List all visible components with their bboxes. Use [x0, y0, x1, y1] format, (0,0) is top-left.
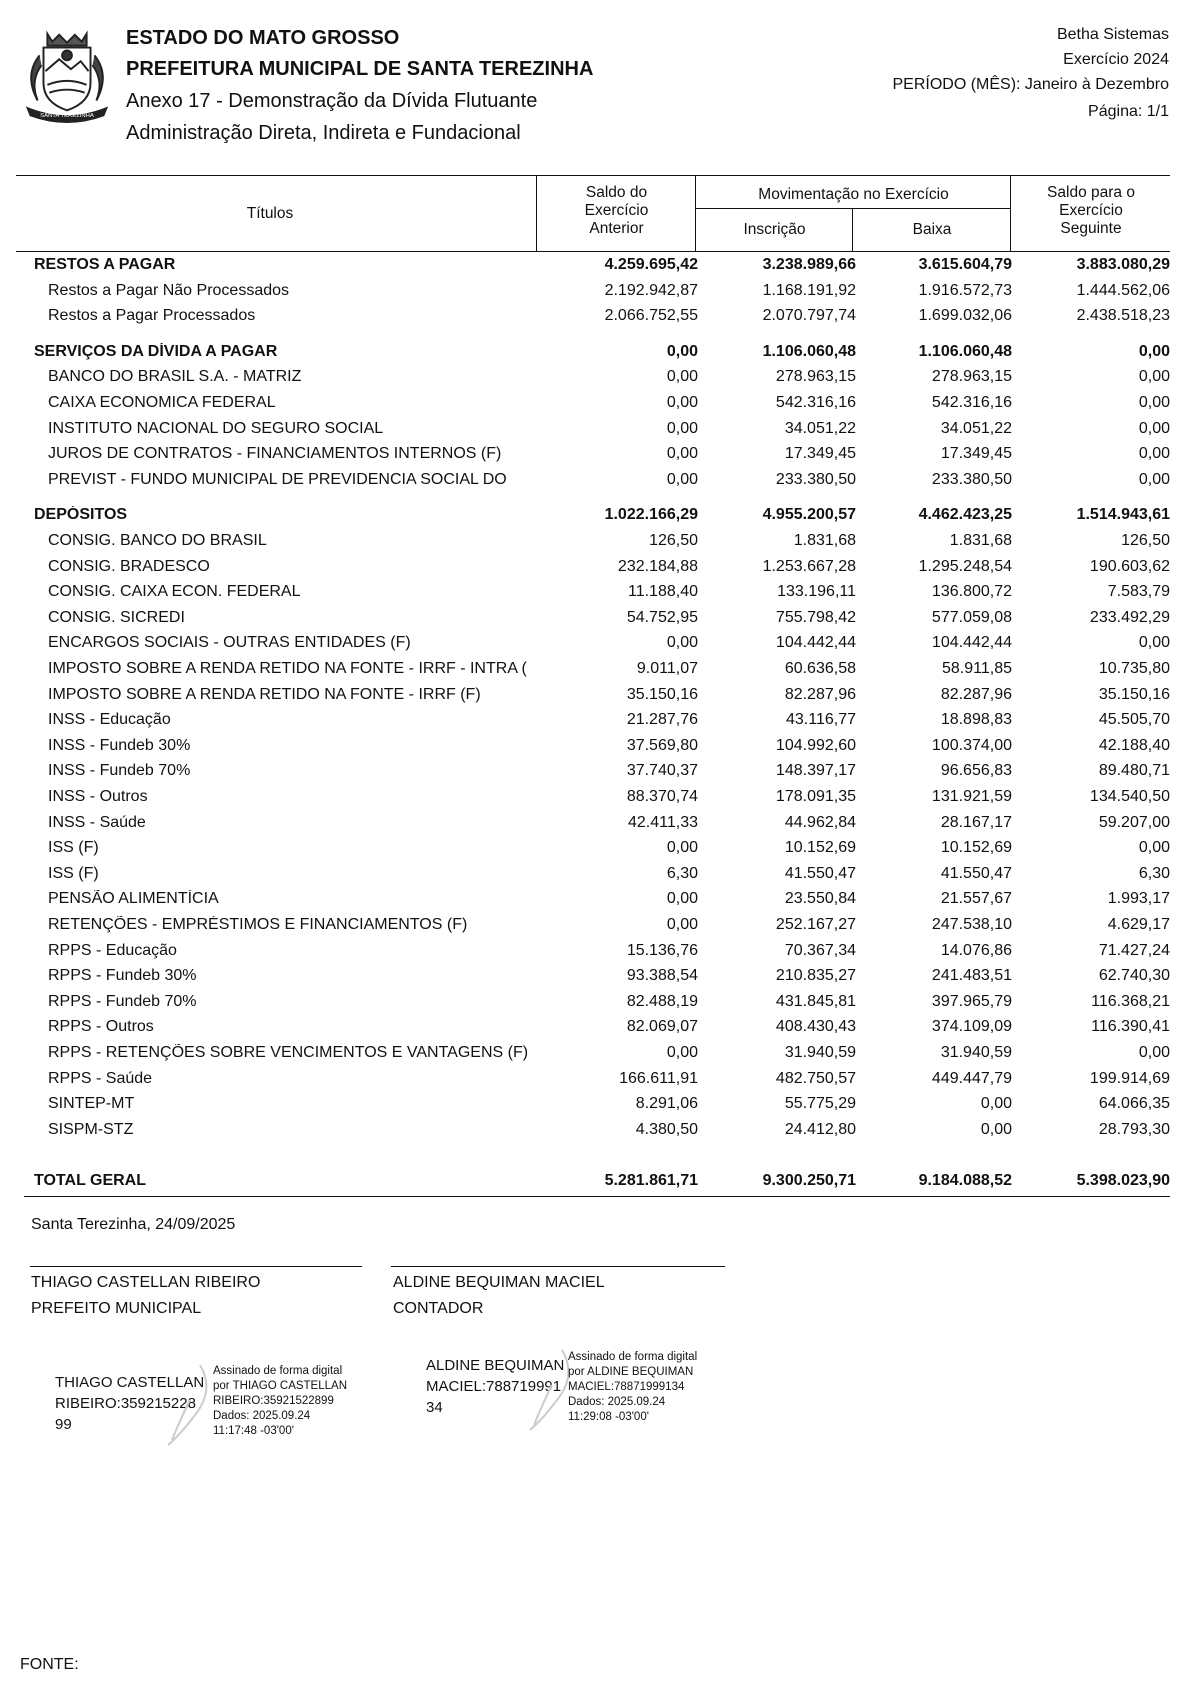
- row-next-balance: 116.390,41: [1091, 1018, 1170, 1036]
- table-row: [0, 609, 1191, 634]
- row-next-balance: 10.735,80: [1098, 660, 1170, 677]
- row-next-balance: 7.583,79: [1107, 583, 1170, 601]
- table-row: [0, 1095, 1191, 1120]
- row-title: CAIXA ECONOMICA FEDERAL: [48, 394, 276, 411]
- row-write-off: 247.538,10: [931, 916, 1012, 933]
- row-inscription: 233.380,50: [775, 470, 856, 488]
- table-row: [0, 282, 1191, 307]
- row-write-off: 96.656,83: [940, 762, 1012, 780]
- row-next-balance: 35.150,16: [1098, 685, 1170, 703]
- row-prev-balance: 166.611,91: [619, 1069, 698, 1087]
- row-prev-balance: 0,00: [666, 1044, 698, 1061]
- row-write-off: 542.316,16: [931, 394, 1012, 411]
- row-title: RPPS - RETENÇÕES SOBRE VENCIMENTOS E VANTAGENS (F): [48, 1044, 529, 1061]
- row-inscription: 278.963,15: [775, 368, 856, 386]
- row-write-off: 104.442,44: [931, 634, 1012, 652]
- row-next-balance: 0,00: [1138, 445, 1170, 463]
- table-row: [0, 711, 1191, 736]
- table-row: [0, 558, 1191, 583]
- row-inscription: 148.397,17: [775, 762, 856, 780]
- row-inscription: 1.106.060,48: [762, 342, 856, 360]
- row-inscription: 210.835,27: [775, 967, 856, 985]
- row-next-balance: 126,50: [1121, 532, 1170, 549]
- row-title: ISS (F): [48, 864, 99, 882]
- row-write-off: 21.557,67: [940, 890, 1012, 908]
- row-prev-balance: 9.011,07: [636, 660, 698, 677]
- row-write-off: 17.349,45: [940, 445, 1012, 463]
- row-inscription: 31.940,59: [784, 1044, 856, 1061]
- row-next-balance: 2.438.518,23: [1076, 307, 1170, 325]
- table-row: [0, 788, 1191, 813]
- table-row: [0, 471, 1191, 496]
- table-row: [0, 420, 1191, 445]
- table-row: [0, 686, 1191, 711]
- row-title: INSS - Outros: [48, 788, 148, 805]
- signature-line-2: [391, 1266, 725, 1267]
- row-prev-balance: 2.192.942,87: [604, 281, 698, 299]
- row-prev-balance: 21.287,76: [626, 711, 698, 729]
- table-row: [0, 1044, 1191, 1069]
- row-title: CONSIG. CAIXA ECON. FEDERAL: [48, 583, 301, 601]
- total-next-balance: 5.398.023,90: [1076, 1172, 1170, 1189]
- row-title: ENCARGOS SOCIAIS - OUTRAS ENTIDADES (F): [48, 634, 411, 652]
- row-next-balance: 64.066,35: [1098, 1095, 1170, 1113]
- row-next-balance: 0,00: [1138, 470, 1170, 488]
- table-row: [0, 916, 1191, 941]
- system-name: Betha Sistemas: [1056, 26, 1169, 43]
- row-write-off: 374.109,09: [931, 1018, 1012, 1036]
- row-inscription: 4.955.200,57: [762, 506, 856, 524]
- row-inscription: 408.430,43: [775, 1018, 856, 1036]
- row-title: IMPOSTO SOBRE A RENDA RETIDO NA FONTE - IRRF (F): [48, 685, 481, 703]
- table-row: [0, 737, 1191, 762]
- digital-signature-1-info: Assinado de forma digital por THIAGO CASTELLAN RIBEIRO:35921522899 Dados: 2025.09.24 11:17:48 -03'00': [213, 1365, 347, 1437]
- total-prev-balance: 5.281.861,71: [604, 1172, 698, 1189]
- table-row: [0, 890, 1191, 915]
- signature-line-1: [30, 1266, 362, 1267]
- row-prev-balance: 0,00: [666, 368, 698, 386]
- row-inscription: 2.070.797,74: [762, 307, 856, 325]
- table-row: [0, 839, 1191, 864]
- row-prev-balance: 0,00: [666, 634, 698, 652]
- row-prev-balance: 54.752,95: [626, 608, 698, 626]
- table-row: [0, 942, 1191, 967]
- row-write-off: 0,00: [980, 1120, 1012, 1138]
- row-next-balance: 0,00: [1138, 634, 1170, 652]
- row-write-off: 1.699.032,06: [918, 307, 1012, 325]
- row-prev-balance: 0,00: [666, 890, 698, 908]
- row-prev-balance: 11.188,40: [628, 583, 698, 601]
- row-title: RPPS - Saúde: [48, 1069, 153, 1087]
- page-number: Página: 1/1: [1088, 103, 1169, 120]
- row-next-balance: 28.793,30: [1098, 1120, 1170, 1138]
- digital-signature-2-info: Assinado de forma digital por ALDINE BEQUIMAN MACIEL:78871999134 Dados: 2025.09.24 11:29:08 -03'00': [568, 1351, 698, 1423]
- row-write-off: 278.963,15: [931, 368, 1012, 386]
- row-title: RPPS - Fundeb 70%: [48, 992, 197, 1010]
- row-inscription: 60.636,58: [784, 660, 856, 677]
- row-prev-balance: 126,50: [649, 532, 698, 549]
- col-prev-balance-line2: Exercício: [584, 202, 649, 219]
- row-inscription: 43.116,77: [786, 711, 856, 729]
- exercise-year: Exercício 2024: [1063, 51, 1169, 68]
- row-write-off: 3.615.604,79: [918, 256, 1012, 273]
- row-write-off: 577.059,08: [931, 608, 1012, 626]
- table-row: [0, 993, 1191, 1018]
- row-inscription: 104.442,44: [775, 634, 856, 652]
- row-next-balance: 1.444.562,06: [1076, 281, 1170, 299]
- row-inscription: 1.168.191,92: [762, 281, 856, 299]
- table-row: [0, 660, 1191, 685]
- row-inscription: 755.798,42: [775, 608, 856, 626]
- row-inscription: 70.367,34: [784, 941, 856, 959]
- row-inscription: 44.962,84: [784, 813, 856, 831]
- row-title: RETENÇÕES - EMPRÉSTIMOS E FINANCIAMENTOS (F): [48, 916, 468, 933]
- row-inscription: 1.831,68: [793, 532, 856, 549]
- row-next-balance: 1.993,17: [1107, 890, 1170, 908]
- row-inscription: 34.051,22: [784, 419, 856, 437]
- row-inscription: 542.316,16: [775, 394, 856, 411]
- row-write-off: 10.152,69: [940, 839, 1012, 857]
- period-label: PERÍODO (MÊS): Janeiro à Dezembro: [892, 76, 1169, 93]
- digital-signature-1-name: THIAGO CASTELLAN RIBEIRO:359215228 99: [55, 1374, 205, 1433]
- row-prev-balance: 0,00: [666, 419, 698, 437]
- row-title: CONSIG. BANCO DO BRASIL: [48, 532, 267, 549]
- annex-title: Anexo 17 - Demonstração da Dívida Flutuante: [126, 90, 538, 112]
- row-next-balance: 3.883.080,29: [1076, 256, 1170, 273]
- row-next-balance: 0,00: [1138, 839, 1170, 857]
- row-title: RPPS - Outros: [48, 1018, 154, 1036]
- row-next-balance: 233.492,29: [1089, 608, 1170, 626]
- row-write-off: 233.380,50: [931, 470, 1012, 488]
- row-next-balance: 89.480,71: [1098, 762, 1170, 780]
- signer2-role: CONTADOR: [393, 1300, 484, 1317]
- table-row: [0, 307, 1191, 332]
- row-prev-balance: 42.411,33: [628, 813, 698, 831]
- row-next-balance: 6,30: [1138, 864, 1170, 882]
- row-next-balance: 0,00: [1138, 394, 1170, 411]
- row-title: BANCO DO BRASIL S.A. - MATRIZ: [48, 368, 302, 386]
- table-row: [0, 1121, 1191, 1146]
- row-prev-balance: 0,00: [666, 342, 698, 360]
- row-title: INSS - Educação: [48, 711, 171, 729]
- col-inscription-header: Inscrição: [743, 221, 806, 238]
- table-row: [0, 1018, 1191, 1043]
- total-write-off: 9.184.088,52: [918, 1172, 1012, 1189]
- row-inscription: 3.238.989,66: [762, 256, 856, 273]
- row-prev-balance: 0,00: [666, 470, 698, 488]
- row-write-off: 131.921,59: [931, 788, 1012, 805]
- row-next-balance: 45.505,70: [1098, 711, 1170, 729]
- table-row: [0, 1070, 1191, 1095]
- row-title: RESTOS A PAGAR: [34, 256, 176, 273]
- row-title: INSS - Fundeb 70%: [48, 762, 191, 780]
- row-title: SINTEP-MT: [48, 1095, 135, 1113]
- row-write-off: 28.167,17: [940, 813, 1012, 831]
- row-inscription: 104.992,60: [775, 736, 856, 754]
- row-write-off: 1.916.572,73: [918, 281, 1012, 299]
- row-next-balance: 1.514.943,61: [1076, 506, 1170, 524]
- table-row: [0, 445, 1191, 470]
- table-row: [0, 814, 1191, 839]
- row-next-balance: 134.540,50: [1089, 788, 1170, 805]
- row-inscription: 23.550,84: [784, 890, 856, 908]
- row-write-off: 1.295.248,54: [918, 557, 1012, 575]
- row-prev-balance: 37.740,37: [626, 762, 698, 780]
- svg-text:SANTA TEREZINHA: SANTA TEREZINHA: [40, 113, 94, 120]
- row-title: INSS - Saúde: [48, 813, 146, 831]
- row-write-off: 136.800,72: [931, 583, 1012, 601]
- row-prev-balance: 37.569,80: [626, 736, 698, 754]
- row-prev-balance: 82.069,07: [626, 1018, 698, 1036]
- table-row: [0, 394, 1191, 419]
- row-next-balance: 42.188,40: [1098, 736, 1170, 754]
- row-inscription: 482.750,57: [775, 1069, 856, 1087]
- row-next-balance: 62.740,30: [1098, 967, 1170, 985]
- row-title: RPPS - Educação: [48, 941, 177, 959]
- table-row: [0, 967, 1191, 992]
- row-write-off: 41.550,47: [940, 864, 1012, 882]
- row-prev-balance: 35.150,16: [626, 685, 698, 703]
- row-prev-balance: 0,00: [666, 394, 698, 411]
- col-prev-balance-line1: Saldo do: [585, 184, 648, 201]
- total-bottom-rule: [24, 1196, 1170, 1197]
- row-prev-balance: 82.488,19: [626, 992, 698, 1010]
- row-prev-balance: 0,00: [666, 445, 698, 463]
- row-inscription: 17.349,45: [784, 445, 856, 463]
- state-title: ESTADO DO MATO GROSSO: [126, 27, 400, 49]
- row-prev-balance: 8.291,06: [635, 1095, 698, 1113]
- row-inscription: 55.775,29: [784, 1095, 856, 1113]
- administration-subtitle: Administração Direta, Indireta e Fundacional: [126, 122, 521, 144]
- row-inscription: 10.152,69: [784, 839, 856, 857]
- city-hall-title: PREFEITURA MUNICIPAL DE SANTA TEREZINHA: [126, 58, 594, 80]
- row-title: INSTITUTO NACIONAL DO SEGURO SOCIAL: [48, 419, 384, 437]
- row-prev-balance: 1.022.166,29: [604, 506, 698, 524]
- row-next-balance: 190.603,62: [1089, 557, 1170, 575]
- row-title: INSS - Fundeb 30%: [48, 736, 191, 754]
- table-row: [0, 634, 1191, 659]
- row-next-balance: 71.427,24: [1098, 941, 1170, 959]
- row-write-off: 18.898,83: [940, 711, 1012, 729]
- col-next-balance-line2: Exercício: [1059, 202, 1123, 219]
- row-title: JUROS DE CONTRATOS - FINANCIAMENTOS INTERNOS (F): [48, 445, 502, 463]
- row-inscription: 41.550,47: [784, 864, 856, 882]
- digital-signature-1-mark-icon: [160, 1360, 220, 1450]
- row-prev-balance: 232.184,88: [617, 557, 698, 575]
- col-movement-header: Movimentação no Exercício: [758, 186, 949, 203]
- row-inscription: 1.253.667,28: [762, 557, 856, 575]
- table-row: [0, 762, 1191, 787]
- row-title: Restos a Pagar Processados: [48, 307, 256, 325]
- row-prev-balance: 0,00: [666, 916, 698, 933]
- col-next-balance-line1: Saldo para o: [1047, 184, 1135, 201]
- row-title: DEPÓSITOS: [34, 506, 128, 524]
- row-write-off: 4.462.423,25: [918, 506, 1012, 524]
- col-prev-balance-line3: Anterior: [589, 220, 644, 237]
- row-write-off: 0,00: [980, 1095, 1012, 1113]
- row-title: CONSIG. BRADESCO: [48, 557, 210, 575]
- row-title: ISS (F): [48, 839, 99, 857]
- row-prev-balance: 0,00: [666, 839, 698, 857]
- row-write-off: 14.076,86: [940, 941, 1012, 959]
- row-write-off: 100.374,00: [931, 736, 1012, 754]
- table-row: [0, 583, 1191, 608]
- col-titles-header: Títulos: [246, 205, 294, 222]
- row-title: RPPS - Fundeb 30%: [48, 967, 197, 985]
- row-prev-balance: 4.380,50: [635, 1120, 698, 1138]
- row-next-balance: 116.368,21: [1091, 992, 1170, 1010]
- row-inscription: 252.167,27: [775, 916, 856, 933]
- table-row: [0, 865, 1191, 890]
- row-write-off: 241.483,51: [931, 967, 1012, 985]
- group-row: [0, 343, 1191, 368]
- row-title: IMPOSTO SOBRE A RENDA RETIDO NA FONTE - IRRF - INTRA (: [48, 660, 527, 677]
- col-next-balance-line3: Seguinte: [1060, 220, 1122, 237]
- row-next-balance: 0,00: [1138, 342, 1170, 360]
- row-next-balance: 0,00: [1138, 1044, 1170, 1061]
- row-title: Restos a Pagar Não Processados: [48, 281, 290, 299]
- row-write-off: 31.940,59: [940, 1044, 1012, 1061]
- row-write-off: 34.051,22: [940, 419, 1012, 437]
- row-next-balance: 199.914,69: [1089, 1069, 1170, 1087]
- source-label: FONTE:: [20, 1656, 79, 1673]
- row-inscription: 133.196,11: [777, 583, 856, 601]
- col-write-off-header: Baixa: [912, 221, 952, 238]
- total-row: [0, 1172, 1191, 1197]
- row-title: CONSIG. SICREDI: [48, 608, 185, 626]
- row-next-balance: 0,00: [1138, 368, 1170, 386]
- table-row: [0, 532, 1191, 557]
- row-inscription: 431.845,81: [775, 992, 856, 1010]
- row-prev-balance: 4.259.695,42: [604, 256, 698, 273]
- row-next-balance: 59.207,00: [1098, 813, 1170, 831]
- row-write-off: 58.911,85: [942, 660, 1012, 677]
- row-write-off: 449.447,79: [931, 1069, 1012, 1087]
- row-title: SISPM-STZ: [48, 1120, 134, 1138]
- row-prev-balance: 15.136,76: [626, 941, 698, 959]
- row-write-off: 1.831,68: [949, 532, 1012, 549]
- digital-signature-2-name: ALDINE BEQUIMAN MACIEL:788719991 34: [426, 1357, 565, 1416]
- row-write-off: 397.965,79: [931, 992, 1012, 1010]
- row-title: PENSÃO ALIMENTÍCIA: [48, 890, 219, 908]
- row-title: PREVIST - FUNDO MUNICIPAL DE PREVIDENCIA SOCIAL DO: [48, 470, 507, 488]
- row-prev-balance: 93.388,54: [626, 967, 698, 985]
- signer1-name: THIAGO CASTELLAN RIBEIRO: [31, 1274, 261, 1291]
- row-next-balance: 0,00: [1138, 419, 1170, 437]
- table-row: [0, 368, 1191, 393]
- row-prev-balance: 6,30: [666, 864, 698, 882]
- row-inscription: 24.412,80: [784, 1120, 856, 1138]
- total-inscription: 9.300.250,71: [762, 1172, 856, 1189]
- municipal-coat-of-arms-logo: [18, 26, 116, 124]
- row-write-off: 1.106.060,48: [918, 342, 1012, 360]
- row-next-balance: 4.629,17: [1107, 916, 1170, 933]
- group-row: [0, 256, 1191, 281]
- row-title: SERVIÇOS DA DÍVIDA A PAGAR: [34, 342, 278, 360]
- total-label: TOTAL GERAL: [34, 1172, 146, 1189]
- row-inscription: 82.287,96: [784, 685, 856, 703]
- group-row: [0, 506, 1191, 531]
- row-prev-balance: 88.370,74: [626, 788, 698, 805]
- row-write-off: 82.287,96: [940, 685, 1012, 703]
- place-date: Santa Terezinha, 24/09/2025: [31, 1216, 236, 1233]
- signer2-name: ALDINE BEQUIMAN MACIEL: [393, 1274, 605, 1291]
- signer1-role: PREFEITO MUNICIPAL: [31, 1300, 202, 1317]
- row-prev-balance: 2.066.752,55: [604, 307, 698, 325]
- row-inscription: 178.091,35: [775, 788, 856, 805]
